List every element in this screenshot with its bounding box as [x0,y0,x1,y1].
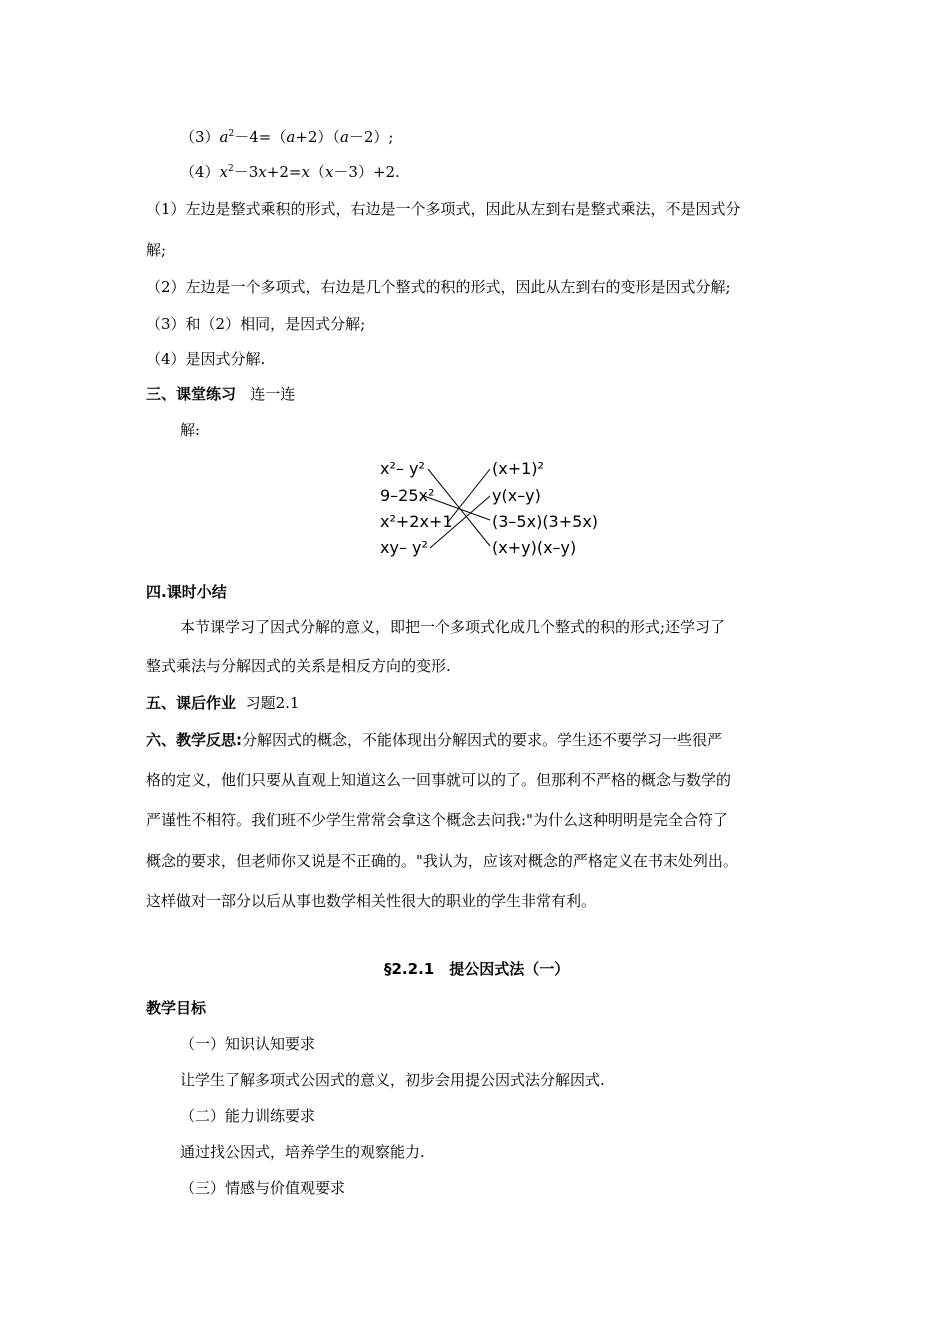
objective-item: （一）知识认知要求 [180,1035,316,1053]
reflection-line: 格的定义，他们只要从直观上知道这么一回事就可以的了。但那利不严格的概念与数学的 [146,771,732,789]
reflection-line: 这样做对一部分以后从事也数学相关性很大的职业的学生非常有利。 [146,892,597,910]
summary-line: 整式乘法与分解因式的关系是相反方向的变形. [146,657,451,675]
right-expr: y(x–y) [492,486,541,505]
objective-item: （三）情感与价值观要求 [180,1179,346,1197]
example-3: $(3)a^2-4=(a+2)(a-2)$; [180,128,394,146]
left-expr: xy– y² [380,538,428,557]
answer-line: （4）是因式分解. [146,350,266,368]
summary-line: 本节课学习了因式分解的意义，即把一个多项式化成几个整式的积的形式;还学习了 [180,618,726,636]
summary-heading: 四.课时小结 [146,583,227,601]
left-expr: 9–25x² [380,486,435,505]
reflection-line: 严谨性不相符。我们班不少学生常常会拿这个概念去问我:"为什么这种明明是完全合符了 [146,811,728,829]
objective-item: 让学生了解多项式公因式的意义，初步会用提公因式法分解因式. [180,1071,605,1089]
practice-heading: 三、课堂练习 连一连 [146,385,296,403]
example-4: $(4)x^2-3x+2=x(x-3)+2$. [180,163,400,181]
left-expr: x²+2x+1 [380,512,453,531]
answer-line: （2）左边是一个多项式，右边是几个整式的积的形式，因此从左到右的变形是因式分解; [146,278,731,296]
connector-lines [424,469,490,548]
objective-item: 通过找公因式，培养学生的观察能力. [180,1143,425,1161]
objective-item: （二）能力训练要求 [180,1107,316,1125]
right-expr: (3–5x)(3+5x) [492,512,599,531]
objectives-heading: 教学目标 [146,999,207,1017]
left-expr: x²– y² [380,459,425,478]
right-expr: (x+1)² [492,459,544,478]
right-expr: (x+y)(x–y) [492,538,577,557]
answer-line: （1）左边是整式乘积的形式，右边是一个多项式，因此从左到右是整式乘法，不是因式分 [146,200,741,218]
homework: 五、课后作业 习题2.1 [146,694,300,712]
reflection-line: 概念的要求，但老师你又说是不正确的。"我认为，应该对概念的严格定义在书末处列出。 [146,852,738,870]
solution-label: 解: [180,421,201,439]
section-title: §2.2.1 提公因式法（一） [384,960,570,978]
matching-diagram [378,452,610,562]
answer-line: 解; [146,241,167,259]
answer-line: （3）和（2）相同，是因式分解; [146,315,366,333]
reflection-first: 六、教学反思:分解因式的概念，不能体现出分解因式的要求。学生还不要学习一些很严 [146,731,723,749]
